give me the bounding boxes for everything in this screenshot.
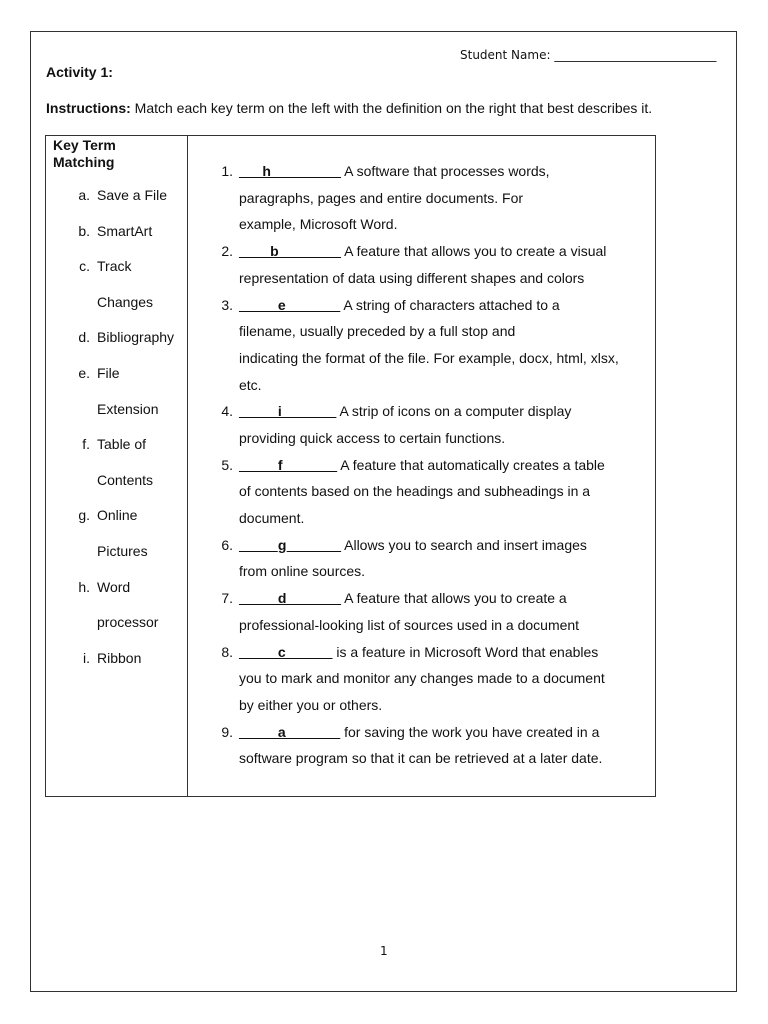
definition-number: 8. [221, 643, 233, 660]
definition-text: etc. [239, 376, 262, 393]
answer-blank: _____g_______ [239, 536, 341, 553]
definition-text: is a feature in Microsoft Word that enables [336, 643, 599, 660]
definition-text: Allows you to search and insert images [344, 536, 587, 553]
definition-text: professional-looking list of sources used in a document [239, 616, 580, 633]
term-letter: a. [78, 187, 90, 203]
definition-text: A feature that allows you to create a [344, 590, 567, 607]
definition-number: 3. [221, 296, 233, 313]
definition-number: 2. [221, 243, 233, 260]
answer-blank: ___h_________ [239, 163, 341, 179]
term-label: Word [97, 578, 131, 595]
student-name-field: Student Name: ___________________________ [460, 48, 717, 62]
term-label: Track [97, 258, 132, 275]
answer-blank: _____f_______ [239, 456, 338, 473]
term-label: Pictures [97, 542, 148, 559]
definition-number: 7. [221, 590, 233, 607]
instructions-text: Match each key term on the left with the definition on the right that best describes it. [130, 100, 653, 116]
term-letter: h. [78, 578, 90, 595]
answer-blank: _____i_______ [239, 403, 337, 420]
definition-number: 6. [221, 536, 233, 553]
term-letter: b. [78, 222, 90, 239]
term-label: Contents [97, 471, 154, 488]
term-letter: e. [78, 365, 90, 381]
answer-blank: _____c______ [239, 643, 333, 660]
answer-blank: ____b________ [239, 243, 341, 260]
term-letter: d. [78, 329, 90, 346]
definition-text: A feature that automatically creates a table [340, 456, 605, 473]
terms-heading-line-2: Matching [53, 154, 115, 170]
term-label: Extension [97, 400, 159, 417]
terms-heading-line-1: Key Term [53, 137, 116, 153]
definition-text: representation of data using different shapes and colors [239, 269, 585, 286]
definition-text: you to mark and monitor any changes made to a document [239, 670, 605, 687]
term-label: Online [97, 507, 138, 524]
answer-blank: _____e_______ [239, 296, 341, 313]
term-label: Bibliography [97, 329, 175, 346]
definition-text: A feature that allows you to create a visual [344, 243, 607, 260]
definition-text: A string of characters attached to a [343, 296, 560, 313]
term-label: processor [97, 614, 159, 631]
term-label: Save a File [97, 187, 168, 203]
term-label: File [97, 365, 120, 381]
answer-blank: _____a_______ [239, 723, 341, 740]
definition-text: providing quick access to certain functions. [239, 429, 506, 446]
answer-blank: _____d_______ [239, 590, 341, 607]
definition-text: paragraphs, pages and entire documents. For [239, 189, 524, 206]
definition-number: 4. [221, 403, 233, 420]
definition-number: 9. [221, 723, 233, 740]
term-letter: g. [78, 507, 90, 524]
instructions-label: Instructions: [46, 100, 131, 116]
term-letter: i. [83, 649, 90, 666]
activity-title: Activity 1: [46, 64, 113, 80]
instructions [46, 100, 652, 116]
matching-table [45, 135, 656, 797]
term-label: Table of [97, 436, 147, 453]
definition-text: document. [239, 510, 305, 527]
definition-text: filename, usually preceded by a full stop and [239, 323, 516, 340]
column-divider [187, 136, 188, 796]
page-number: 1 [380, 944, 388, 958]
definition-number: 5. [221, 456, 233, 473]
term-label: Ribbon [97, 649, 142, 666]
definition-text: example, Microsoft Word. [239, 216, 398, 233]
definition-text: by either you or others. [239, 696, 383, 713]
terms-heading [53, 137, 116, 171]
term-label: Changes [97, 293, 154, 310]
definition-text: for saving the work you have created in a [344, 723, 600, 740]
definition-number: 1. [221, 163, 233, 179]
term-label: SmartArt [97, 222, 153, 239]
definition-text: from online sources. [239, 563, 366, 580]
term-letter: c. [79, 258, 90, 275]
definition-text: indicating the format of the file. For example, docx, html, xlsx, [239, 349, 619, 366]
definition-text: software program so that it can be retrieved at a later date. [239, 750, 603, 767]
term-letter: f. [82, 436, 90, 453]
definition-text: A software that processes words, [344, 163, 550, 179]
definition-text: A strip of icons on a computer display [339, 403, 572, 420]
definition-text: of contents based on the headings and subheadings in a [239, 483, 591, 500]
